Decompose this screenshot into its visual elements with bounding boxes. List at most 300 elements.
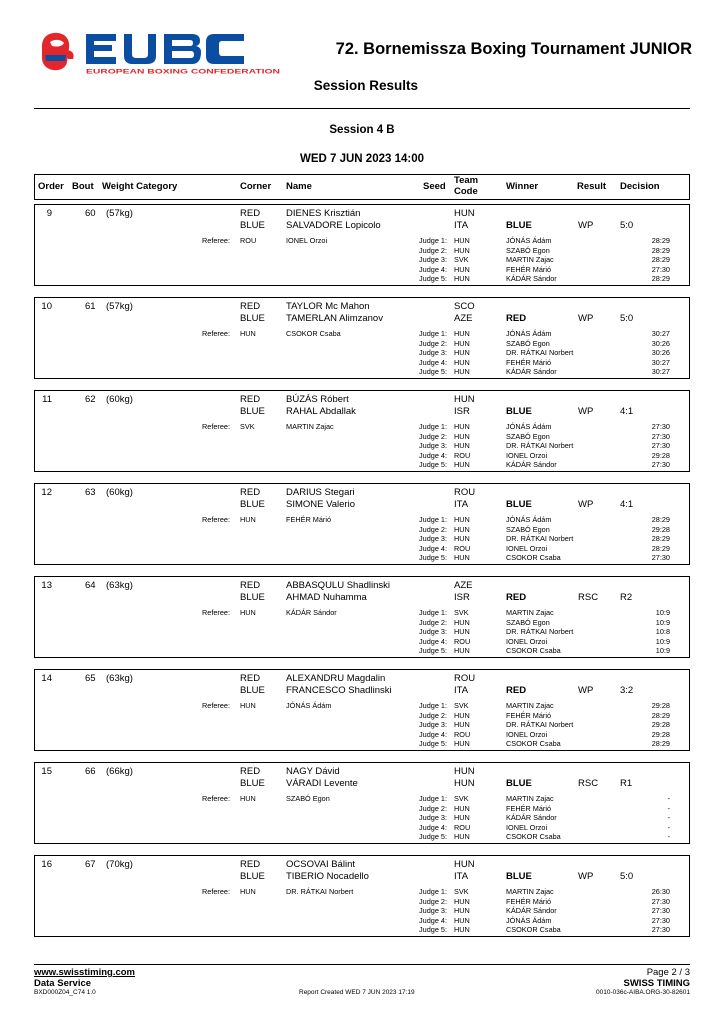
judge-name: CSOKOR Csaba <box>506 739 561 749</box>
referee-label: Referee: <box>202 887 230 896</box>
referee-label: Referee: <box>202 794 230 803</box>
judge-noc: HUN <box>454 617 470 627</box>
blue-corner-label: BLUE <box>240 871 265 882</box>
red-team-code: AZE <box>454 580 473 591</box>
decision: 3:2 <box>620 685 634 696</box>
judge-name: DR. RÁTKAI Norbert <box>506 441 574 451</box>
weight-category: (60kg) <box>106 487 133 498</box>
bout-number: 62 <box>85 394 96 405</box>
judge-noc: SVK <box>454 701 469 710</box>
judge-score: - <box>667 794 670 803</box>
judge-label: Judge 2: <box>419 803 447 813</box>
judge-noc: SVK <box>454 887 469 896</box>
bout-number: 65 <box>85 673 96 684</box>
judge-label: Judge 2: <box>419 431 447 441</box>
blue-boxer-name: TAMERLAN Alimzanov <box>286 313 383 324</box>
judge-name: JÓNÁS Ádám <box>506 236 552 245</box>
blue-team-code: ITA <box>454 220 469 231</box>
judge-name: KÁDÁR Sándor <box>506 813 557 823</box>
blue-boxer-name: RAHAL Abdallak <box>286 406 356 417</box>
red-corner-label: RED <box>240 766 261 777</box>
judge-name: SZABÓ Egon <box>506 524 550 534</box>
judge-noc: HUN <box>454 348 470 358</box>
judge-name: SZABÓ Egon <box>506 338 550 348</box>
referee-label: Referee: <box>202 515 230 524</box>
judge-name: FEHÉR Márió <box>506 896 552 906</box>
red-boxer-name: OCSOVAI Bálint <box>286 859 355 870</box>
judge-score: 28:29 <box>651 245 670 255</box>
eubc-logo <box>36 28 282 76</box>
red-corner-label: RED <box>240 859 261 870</box>
bout-number: 63 <box>85 487 96 498</box>
red-boxer-name: ABBASQULU Shadlinski <box>286 580 391 591</box>
judge-name: CSOKOR Csaba <box>506 925 561 935</box>
judge-name: MARTIN Zajac <box>506 701 554 710</box>
bout-number: 60 <box>85 208 96 219</box>
decision: R1 <box>620 778 633 789</box>
judge-score: 28:29 <box>651 710 670 720</box>
bout-block <box>34 297 690 379</box>
bout-order: 11 <box>42 394 52 405</box>
judge-noc: HUN <box>454 329 470 338</box>
winner: BLUE <box>506 778 532 789</box>
referee-label: Referee: <box>202 236 230 245</box>
judge-noc: ROU <box>454 543 471 553</box>
judge-score: 27:30 <box>651 925 670 935</box>
judge-noc: HUN <box>454 646 470 656</box>
blue-boxer-name: SIMONE Valerio <box>286 499 355 510</box>
judge-score: 30:26 <box>651 338 670 348</box>
judge-noc: HUN <box>454 553 470 563</box>
bout-order: 12 <box>41 487 52 498</box>
judge-label: Judge 4: <box>419 636 447 646</box>
judge-noc: HUN <box>454 236 470 245</box>
judge-label: Judge 4: <box>419 543 447 553</box>
judge-name: SZABÓ Egon <box>506 245 550 255</box>
judge-label: Judge 2: <box>419 524 447 534</box>
weight-category: (63kg) <box>106 673 133 684</box>
judge-noc: ROU <box>454 450 471 460</box>
judge-label: Judge 1: <box>419 515 447 524</box>
winner: BLUE <box>506 499 532 510</box>
red-team-code: ROU <box>454 673 476 684</box>
bout-number: 67 <box>85 859 96 870</box>
blue-corner-label: BLUE <box>240 220 265 231</box>
judge-noc: HUN <box>454 720 470 730</box>
col-team: Team <box>454 175 479 186</box>
judge-noc: HUN <box>454 534 470 544</box>
judge-noc: HUN <box>454 710 470 720</box>
judge-name: KÁDÁR Sándor <box>506 367 557 377</box>
referee-name: IONEL Orzoi <box>286 236 328 245</box>
result: WP <box>578 220 594 231</box>
red-corner-label: RED <box>240 394 261 405</box>
red-team-code: ROU <box>454 487 476 498</box>
red-corner-label: RED <box>240 301 261 312</box>
red-boxer-name: DIENES Krisztián <box>286 208 361 219</box>
decision: R2 <box>620 592 633 603</box>
judge-noc: ROU <box>454 636 471 646</box>
referee-name: SZABÓ Egon <box>286 794 330 803</box>
judge-label: Judge 3: <box>419 441 447 451</box>
winner: BLUE <box>506 871 532 882</box>
red-corner-label: RED <box>240 208 261 219</box>
judge-score: - <box>667 813 670 823</box>
judge-label: Judge 3: <box>419 348 447 358</box>
judge-name: KÁDÁR Sándor <box>506 906 557 916</box>
blue-boxer-name: FRANCESCO Shadlinski <box>286 685 392 696</box>
judge-score: 29:28 <box>651 701 670 710</box>
judge-score: 29:28 <box>651 729 670 739</box>
judge-score: 28:29 <box>651 739 670 749</box>
blue-team-code: ISR <box>454 406 470 417</box>
judge-name: JÓNÁS Ádám <box>506 915 552 925</box>
column-header-row <box>34 174 690 200</box>
judge-noc: HUN <box>454 915 470 925</box>
result: WP <box>578 871 594 882</box>
blue-boxer-name: SALVADORE Lopicolo <box>286 220 381 231</box>
col-weight-category: Weight Category <box>102 181 178 192</box>
judge-label: Judge 1: <box>419 329 447 338</box>
blue-corner-label: BLUE <box>240 406 265 417</box>
judge-noc: HUN <box>454 627 470 637</box>
judge-label: Judge 1: <box>419 236 447 245</box>
col-code: Code <box>454 186 478 197</box>
judge-score: 27:30 <box>651 896 670 906</box>
judge-noc: HUN <box>454 357 470 367</box>
judge-name: DR. RÁTKAI Norbert <box>506 627 574 637</box>
blue-corner-label: BLUE <box>240 313 265 324</box>
judge-label: Judge 5: <box>419 739 447 749</box>
bout-block <box>34 204 690 286</box>
bout-order: 14 <box>41 673 52 684</box>
judge-label: Judge 1: <box>419 887 447 896</box>
website-link[interactable]: www.swisstiming.com <box>34 967 136 978</box>
swiss-timing-brand: SWISS TIMING <box>623 978 690 989</box>
judge-label: Judge 1: <box>419 608 447 617</box>
judge-noc: HUN <box>454 274 470 284</box>
judge-label: Judge 3: <box>419 720 447 730</box>
referee-label: Referee: <box>202 608 230 617</box>
bout-number: 66 <box>85 766 96 777</box>
red-corner-label: RED <box>240 487 261 498</box>
red-boxer-name: BÚZÁS Róbert <box>286 394 349 405</box>
judge-score: 29:28 <box>651 450 670 460</box>
blue-boxer-name: TIBERIO Nocadello <box>286 871 369 882</box>
judge-score: 27:30 <box>651 441 670 451</box>
judge-noc: HUN <box>454 422 470 431</box>
blue-team-code: ITA <box>454 499 469 510</box>
red-boxer-name: NAGY Dávid <box>286 766 340 777</box>
referee-label: Referee: <box>202 422 230 431</box>
judge-label: Judge 3: <box>419 813 447 823</box>
bout-order: 16 <box>41 859 52 870</box>
decision: 4:1 <box>620 406 634 417</box>
blue-boxer-name: AHMAD Nuhamma <box>286 592 367 603</box>
judge-label: Judge 5: <box>419 646 447 656</box>
judge-noc: HUN <box>454 925 470 935</box>
result: RSC <box>578 592 599 603</box>
judge-noc: HUN <box>454 515 470 524</box>
blue-team-code: ITA <box>454 871 469 882</box>
judge-name: MARTIN Zajac <box>506 608 554 617</box>
judge-score: 27:30 <box>651 915 670 925</box>
judge-name: SZABÓ Egon <box>506 431 550 441</box>
blue-team-code: ISR <box>454 592 470 603</box>
judge-name: JÓNÁS Ádám <box>506 515 552 524</box>
col-result: Result <box>577 181 607 192</box>
reference-code: 0010-036c-AIBA.ORG-30-82601 <box>596 989 690 996</box>
judge-label: Judge 4: <box>419 822 447 832</box>
referee-noc: SVK <box>240 422 255 431</box>
judge-score: 30:27 <box>651 357 670 367</box>
judge-name: FEHÉR Márió <box>506 264 552 274</box>
judge-score: 29:28 <box>651 524 670 534</box>
winner: BLUE <box>506 220 532 231</box>
judge-score: 28:29 <box>651 255 670 265</box>
judge-score: - <box>667 822 670 832</box>
winner: RED <box>506 592 527 603</box>
judge-label: Judge 5: <box>419 274 447 284</box>
judge-name: KÁDÁR Sándor <box>506 274 557 284</box>
bout-order: 15 <box>41 766 52 777</box>
decision: 5:0 <box>620 313 634 324</box>
judge-label: Judge 5: <box>419 832 447 842</box>
judge-score: 28:29 <box>651 543 670 553</box>
data-service-label: Data Service <box>34 978 92 989</box>
judge-name: MARTIN Zajac <box>506 887 554 896</box>
judge-score: 27:30 <box>651 431 670 441</box>
judge-name: DR. RÁTKAI Norbert <box>506 720 574 730</box>
judge-noc: HUN <box>454 803 470 813</box>
bout-order: 9 <box>46 208 52 219</box>
judge-label: Judge 2: <box>419 338 447 348</box>
judge-noc: HUN <box>454 338 470 348</box>
result: WP <box>578 406 594 417</box>
weight-category: (60kg) <box>106 394 133 405</box>
referee-name: MARTIN Zajac <box>286 422 334 431</box>
winner: BLUE <box>506 406 532 417</box>
judge-noc: HUN <box>454 460 470 470</box>
judge-score: - <box>667 832 670 842</box>
judge-score: 30:27 <box>651 329 670 338</box>
page-header <box>0 0 724 120</box>
bout-block <box>34 576 690 658</box>
judge-name: IONEL Orzoi <box>506 729 548 739</box>
blue-team-code: HUN <box>454 778 475 789</box>
judge-name: JÓNÁS Ádám <box>506 422 552 431</box>
header-divider <box>34 108 690 109</box>
judge-label: Judge 2: <box>419 896 447 906</box>
judge-name: CSOKOR Csaba <box>506 553 561 563</box>
judge-score: 30:26 <box>651 348 670 358</box>
decision: 4:1 <box>620 499 634 510</box>
judge-label: Judge 4: <box>419 915 447 925</box>
judge-noc: HUN <box>454 367 470 377</box>
bout-number: 64 <box>85 580 96 591</box>
bout-block <box>34 669 690 751</box>
judge-name: MARTIN Zajac <box>506 255 554 265</box>
bout-order: 10 <box>41 301 52 312</box>
judge-label: Judge 5: <box>419 367 447 377</box>
bout-block <box>34 855 690 937</box>
judge-label: Judge 5: <box>419 553 447 563</box>
blue-corner-label: BLUE <box>240 592 265 603</box>
bout-order: 13 <box>41 580 52 591</box>
referee-noc: HUN <box>240 608 256 617</box>
judge-label: Judge 1: <box>419 422 447 431</box>
referee-noc: HUN <box>240 794 256 803</box>
judge-noc: HUN <box>454 524 470 534</box>
judge-label: Judge 5: <box>419 460 447 470</box>
judge-label: Judge 2: <box>419 617 447 627</box>
red-team-code: HUN <box>454 394 475 405</box>
judge-score: 10:9 <box>655 636 670 646</box>
judge-score: 27:30 <box>651 264 670 274</box>
col-decision: Decision <box>620 181 660 192</box>
judge-score: 27:30 <box>651 460 670 470</box>
result: WP <box>578 499 594 510</box>
bout-block <box>34 762 690 844</box>
judge-score: 30:27 <box>651 367 670 377</box>
judge-noc: HUN <box>454 896 470 906</box>
blue-corner-label: BLUE <box>240 499 265 510</box>
blue-team-code: AZE <box>454 313 473 324</box>
judge-noc: ROU <box>454 822 471 832</box>
bout-number: 61 <box>85 301 96 312</box>
referee-noc: HUN <box>240 515 256 524</box>
judge-score: - <box>667 803 670 813</box>
judge-label: Judge 1: <box>419 794 447 803</box>
red-corner-label: RED <box>240 673 261 684</box>
decision: 5:0 <box>620 871 634 882</box>
eubc-wordmark <box>86 34 244 64</box>
judge-noc: HUN <box>454 431 470 441</box>
judge-label: Judge 2: <box>419 245 447 255</box>
result: RSC <box>578 778 599 789</box>
col-seed: Seed <box>423 181 446 192</box>
referee-noc: HUN <box>240 329 256 338</box>
judge-label: Judge 3: <box>419 534 447 544</box>
judge-name: MARTIN Zajac <box>506 794 554 803</box>
judge-name: IONEL Orzoi <box>506 636 548 646</box>
tournament-title: 72. Bornemissza Boxing Tournament JUNIOR <box>335 40 692 58</box>
judge-label: Judge 4: <box>419 264 447 274</box>
judge-noc: HUN <box>454 264 470 274</box>
judge-score: 28:29 <box>651 534 670 544</box>
judge-name: CSOKOR Csaba <box>506 832 561 842</box>
referee-noc: HUN <box>240 887 256 896</box>
judge-name: DR. RÁTKAI Norbert <box>506 534 574 544</box>
page-number: Page 2 / 3 <box>646 967 690 978</box>
judge-name: IONEL Orzoi <box>506 543 548 553</box>
col-winner: Winner <box>506 181 539 192</box>
referee-name: CSOKOR Csaba <box>286 329 341 338</box>
blue-corner-label: BLUE <box>240 778 265 789</box>
judge-label: Judge 4: <box>419 729 447 739</box>
session-date: WED 7 JUN 2023 14:00 <box>299 153 424 165</box>
decision: 5:0 <box>620 220 634 231</box>
judge-score: 27:30 <box>651 906 670 916</box>
judge-noc: HUN <box>454 739 470 749</box>
footer-divider <box>34 964 690 965</box>
judge-noc: SVK <box>454 794 469 803</box>
blue-boxer-name: VÁRADI Levente <box>286 778 358 789</box>
judge-label: Judge 3: <box>419 906 447 916</box>
referee-noc: HUN <box>240 701 256 710</box>
result: WP <box>578 685 594 696</box>
judge-score: 26:30 <box>651 887 670 896</box>
winner: RED <box>506 313 527 324</box>
report-title: Session Results <box>313 78 418 93</box>
judge-name: SZABÓ Egon <box>506 617 550 627</box>
judge-score: 28:29 <box>651 274 670 284</box>
weight-category: (57kg) <box>106 301 133 312</box>
judge-noc: HUN <box>454 813 470 823</box>
judge-score: 27:30 <box>651 422 670 431</box>
judge-name: FEHÉR Márió <box>506 357 552 367</box>
winner: RED <box>506 685 527 696</box>
judge-noc: HUN <box>454 441 470 451</box>
blue-corner-label: BLUE <box>240 685 265 696</box>
judge-score: 10:9 <box>655 646 670 656</box>
judge-score: 28:29 <box>651 515 670 524</box>
judge-noc: SVK <box>454 608 469 617</box>
logo-subtitle: EUROPEAN BOXING CONFEDERATION <box>86 68 281 76</box>
red-boxer-name: TAYLOR Mc Mahon <box>286 301 370 312</box>
referee-label: Referee: <box>202 701 230 710</box>
bout-block <box>34 390 690 472</box>
judge-name: FEHÉR Márió <box>506 803 552 813</box>
judge-name: JÓNÁS Ádám <box>506 329 552 338</box>
weight-category: (57kg) <box>106 208 133 219</box>
judge-noc: HUN <box>454 832 470 842</box>
weight-category: (63kg) <box>106 580 133 591</box>
judge-label: Judge 4: <box>419 450 447 460</box>
referee-label: Referee: <box>202 329 230 338</box>
judge-score: 28:29 <box>651 236 670 245</box>
judge-label: Judge 2: <box>419 710 447 720</box>
referee-noc: ROU <box>240 236 257 245</box>
col-name: Name <box>286 181 312 192</box>
referee-name: JÓNÁS Ádám <box>286 701 332 710</box>
weight-category: (70kg) <box>106 859 133 870</box>
judge-label: Judge 5: <box>419 925 447 935</box>
boxing-glove-icon <box>42 33 74 70</box>
red-boxer-name: DARIUS Stegari <box>286 487 355 498</box>
judge-name: IONEL Orzoi <box>506 822 548 832</box>
judge-score: 29:28 <box>651 720 670 730</box>
blue-team-code: ITA <box>454 685 469 696</box>
red-team-code: HUN <box>454 208 475 219</box>
col-order: Order <box>38 181 64 192</box>
judge-name: IONEL Orzoi <box>506 450 548 460</box>
judge-noc: SVK <box>454 255 469 265</box>
judge-noc: ROU <box>454 729 471 739</box>
judge-label: Judge 3: <box>419 627 447 637</box>
judge-label: Judge 1: <box>419 701 447 710</box>
document-code: BXD000Z04_C74 1.0 <box>34 989 96 996</box>
judge-name: CSOKOR Csaba <box>506 646 561 656</box>
col-bout: Bout <box>72 181 94 192</box>
red-team-code: HUN <box>454 766 475 777</box>
judge-noc: HUN <box>454 906 470 916</box>
red-team-code: SCO <box>454 301 475 312</box>
red-boxer-name: ALEXANDRU Magdalin <box>286 673 386 684</box>
judge-score: 27:30 <box>651 553 670 563</box>
col-corner: Corner <box>240 181 272 192</box>
report-created: Report Created WED 7 JUN 2023 17:19 <box>299 989 415 996</box>
